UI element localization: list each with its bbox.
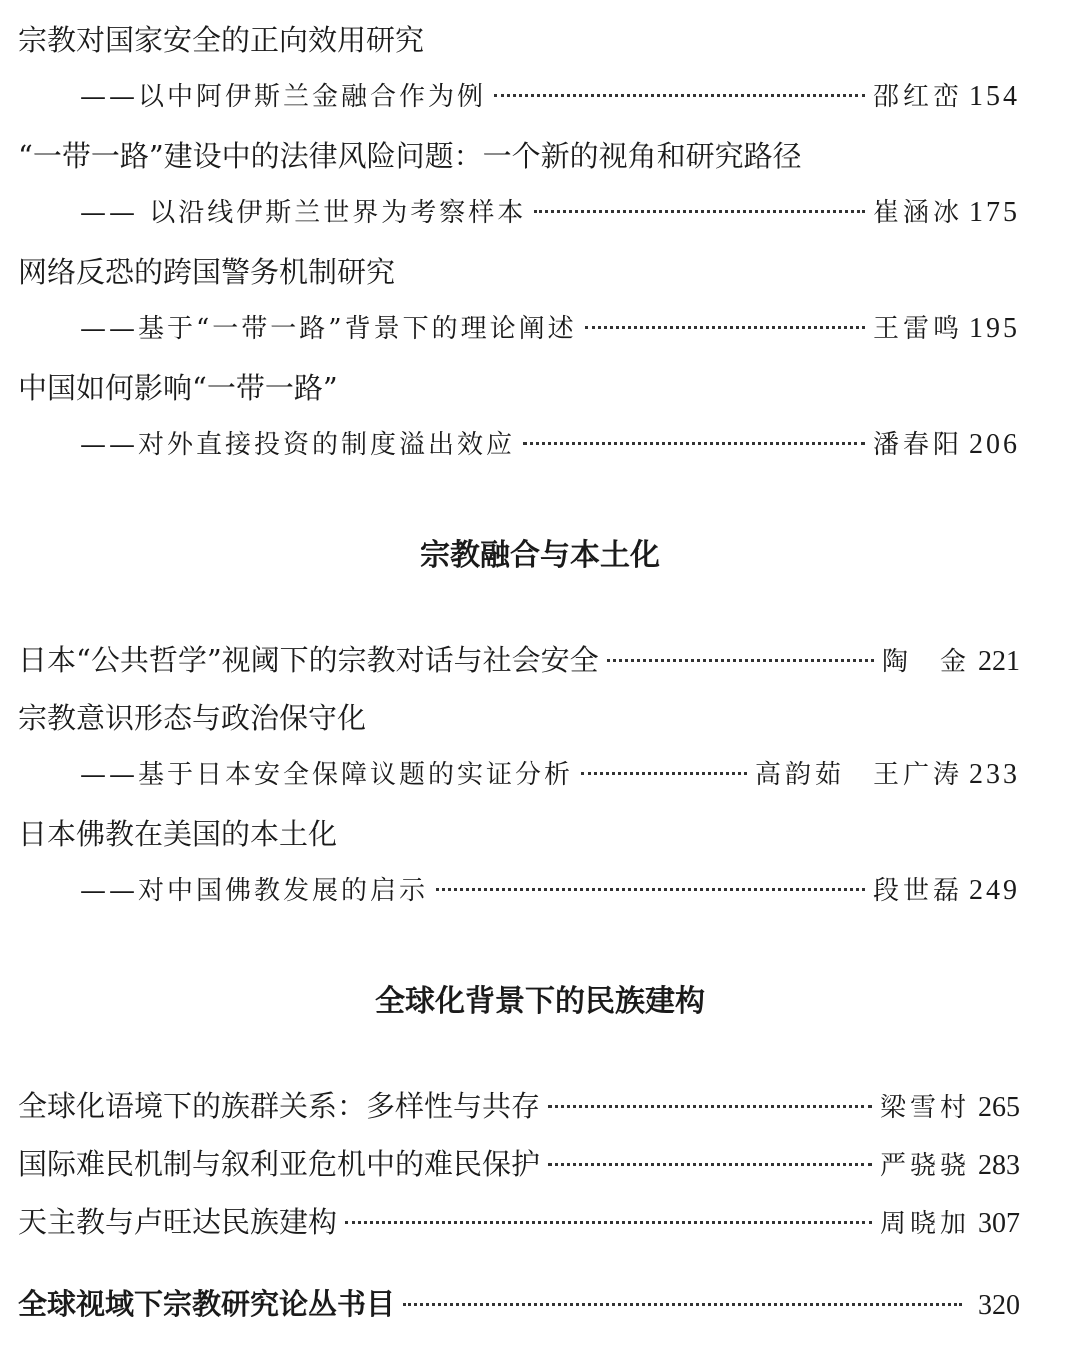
- entry-author-1: 高韵茹: [754, 760, 845, 790]
- entry-page: 233: [969, 759, 1020, 790]
- toc-title[interactable]: [18, 134, 1020, 175]
- dot-leader: [585, 326, 865, 329]
- dot-leader: [345, 1221, 872, 1224]
- entry-author: 严骁骁: [879, 1151, 970, 1181]
- toc-entry[interactable]: [80, 424, 1020, 461]
- toc-title[interactable]: [18, 812, 1020, 853]
- toc-entry[interactable]: [80, 76, 1020, 113]
- entry-author: 潘春阳: [872, 430, 963, 460]
- entry-title: 国际难民机制与叙利亚危机中的难民保护: [18, 1147, 541, 1181]
- appendix-page: 320: [978, 1290, 1020, 1321]
- dot-leader: [581, 772, 747, 775]
- entry-author: 邵红峦: [872, 82, 963, 112]
- dot-leader: [436, 888, 865, 891]
- entry-author: 梁雪村: [879, 1093, 970, 1123]
- entry-page: 175: [969, 197, 1020, 228]
- entry-page: 154: [969, 81, 1020, 112]
- dot-leader: [548, 1105, 872, 1108]
- entry-title: 日本佛教在美国的本土化: [18, 817, 338, 851]
- toc-entry[interactable]: [18, 1084, 1020, 1125]
- entry-title: 宗教意识形态与政治保守化: [18, 701, 367, 735]
- dot-leader: [607, 659, 874, 662]
- entry-title: 网络反恐的跨国警务机制研究: [18, 255, 396, 289]
- appendix-title: 全球视域下宗教研究论丛书目: [18, 1287, 396, 1321]
- entry-page: 221: [978, 646, 1020, 677]
- entry-title: 天主教与卢旺达民族建构: [18, 1205, 338, 1239]
- dot-leader: [523, 442, 865, 445]
- toc-title[interactable]: [18, 696, 1020, 737]
- entry-author: 崔涵冰: [872, 198, 963, 228]
- toc-entry[interactable]: [18, 1142, 1020, 1183]
- entry-subtitle: ——基于“一带一路”背景下的理论阐述: [80, 314, 577, 344]
- entry-title: “一带一路”建设中的法律风险问题：一个新的视角和研究路径: [18, 139, 802, 173]
- entry-page: 265: [978, 1092, 1020, 1123]
- dot-leader: [403, 1303, 962, 1306]
- toc-entry[interactable]: [80, 754, 1020, 791]
- entry-subtitle: ——对中国佛教发展的启示: [80, 876, 429, 906]
- section-heading: 全球化背景下的民族建构: [375, 984, 705, 1019]
- toc-entry[interactable]: [18, 1200, 1020, 1241]
- toc-entry[interactable]: [80, 192, 1020, 229]
- entry-subtitle: ——对外直接投资的制度溢出效应: [80, 430, 516, 460]
- dot-leader: [494, 94, 865, 97]
- entry-title: 中国如何影响“一带一路”: [18, 371, 338, 405]
- entry-page: 195: [969, 313, 1020, 344]
- section-heading: 宗教融合与本土化: [420, 538, 660, 573]
- author-given: 金: [939, 647, 970, 677]
- entry-author-2: 王广涛: [872, 760, 963, 790]
- entry-author: 王雷鸣: [872, 314, 963, 344]
- entry-author: 段世磊: [872, 876, 963, 906]
- dot-leader: [548, 1163, 872, 1166]
- entry-title: 全球化语境下的族群关系：多样性与共存: [18, 1089, 541, 1123]
- entry-page: 283: [978, 1150, 1020, 1181]
- entry-page: 249: [969, 875, 1020, 906]
- toc-title[interactable]: [18, 366, 1020, 407]
- author-surname: 陶: [881, 647, 912, 677]
- entry-subtitle: ——以中阿伊斯兰金融合作为例: [80, 82, 487, 112]
- dot-leader: [534, 210, 865, 213]
- toc-entry[interactable]: [80, 870, 1020, 907]
- entry-author: 周晓加: [879, 1209, 970, 1239]
- entry-title: 宗教对国家安全的正向效用研究: [18, 23, 425, 57]
- toc-title[interactable]: [18, 18, 1020, 59]
- entry-title: 日本“公共哲学”视阈下的宗教对话与社会安全: [18, 643, 599, 677]
- toc-title[interactable]: [18, 250, 1020, 291]
- entry-page: 206: [969, 429, 1020, 460]
- entry-subtitle: —— 以沿线伊斯兰世界为考察样本: [80, 198, 527, 228]
- entry-subtitle: ——基于日本安全保障议题的实证分析: [80, 760, 574, 790]
- toc-entry[interactable]: [18, 638, 1020, 679]
- toc-entry[interactable]: [80, 308, 1020, 345]
- entry-author: [882, 641, 970, 678]
- toc-entry-appendix[interactable]: [18, 1282, 1020, 1323]
- entry-page: 307: [978, 1208, 1020, 1239]
